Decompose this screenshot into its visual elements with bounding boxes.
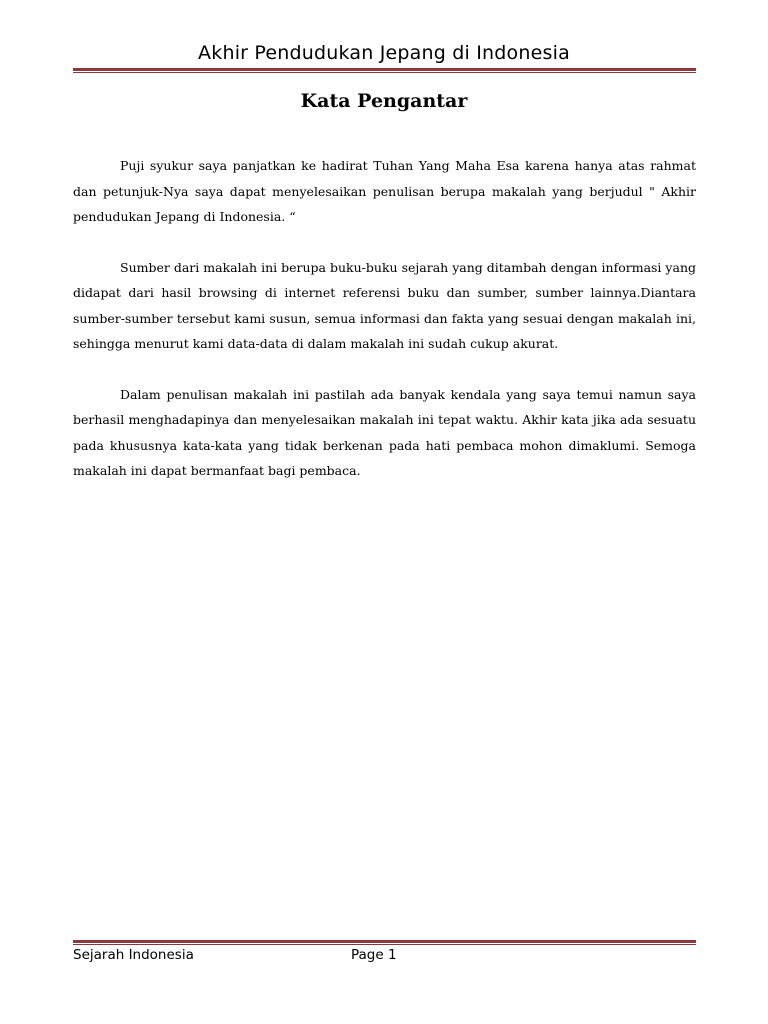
paragraph: Sumber dari makalah ini berupa buku-buku sejarah yang ditambah dengan informasi yang didapat dari hasil browsing di internet referensi buku dan sumber, sumber lainnya.Diantara sumber-sumber tersebut kami susun, semua informasi dan fakta yang sesuai dengan makalah ini, sehingga menurut kami data-data di dalam makalah ini sudah cukup akurat. — [73, 259, 696, 351]
page-title: Kata Pengantar — [300, 90, 468, 112]
page-number: Page 1 — [351, 947, 397, 963]
paragraph: Dalam penulisan makalah ini pastilah ada banyak kendala yang saya temui namun saya berhasil menghadapinya dan menyelesaikan makalah ini tepat waktu. Akhir kata jika ada sesuatu pada khususnya kata-kata yang tidak berkenan pada hati pembaca mohon dimaklumi. Semoga makalah ini dapat bermanfaat bagi pembaca. — [73, 386, 696, 478]
footer-divider — [73, 940, 696, 945]
header-divider — [73, 68, 696, 73]
header-title: Akhir Pendudukan Jepang di Indonesia — [198, 42, 570, 64]
paragraph: Puji syukur saya panjatkan ke hadirat Tuhan Yang Maha Esa karena hanya atas rahmat dan petunjuk-Nya saya dapat menyelesaikan penulisan berupa makalah yang berjudul " Akhir pendudukan Jepang di Indonesia. “ — [73, 158, 696, 224]
document-body — [73, 153, 696, 509]
footer-section-title: Sejarah Indonesia — [73, 947, 194, 963]
